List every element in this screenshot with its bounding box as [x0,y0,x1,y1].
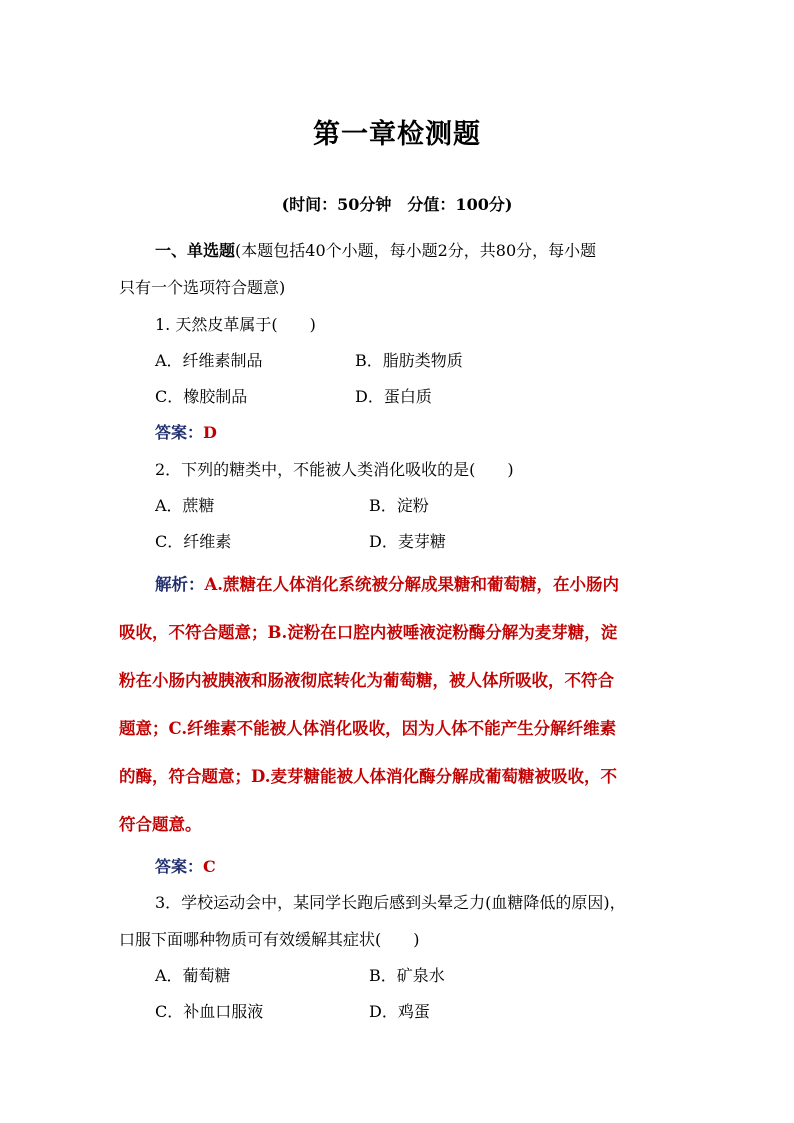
q3-option-d: D．鸡蛋 [369,1002,430,1021]
q2-option-b: B．淀粉 [369,496,429,515]
q2-option-c: C．纤维素 [155,532,232,551]
section-heading-line [155,238,596,261]
q2-answer [155,854,216,877]
answer-value: D [203,423,217,442]
q2-stem: 2．下列的糖类中，不能被人类消化吸收的是( ) [155,460,514,479]
q1-stem: 1. 天然皮革属于( ) [155,315,316,334]
answer-label: 答案： [155,423,204,442]
q2-explanation-line-5: 的酶，符合题意；D.麦芽糖能被人体消化酶分解成葡萄糖被吸收，不 [119,767,617,786]
q3-stem: 3．学校运动会中，某同学长跑后感到头晕乏力(血糖降低的原因)， [155,893,626,912]
answer-label: 答案： [155,857,204,876]
explanation-text: A.蔗糖在人体消化系统被分解成果糖和葡萄糖，在小肠内 [204,575,620,594]
answer-value: C [203,857,216,876]
section-heading: 一、单选题 [155,241,236,260]
q1-option-a: A．纤维素制品 [155,351,263,370]
explanation-label: 解析： [155,575,205,594]
section-desc-cont: 只有一个选项符合题意) [119,278,286,297]
q3-option-c: C．补血口服液 [155,1002,264,1021]
page-title: 第一章检测题 [313,119,481,150]
q2-explanation-line-6: 符合题意。 [119,815,202,834]
q2-explanation-line-3: 粉在小肠内被胰液和肠液彻底转化为葡萄糖，被人体所吸收，不符合 [119,671,614,690]
q2-option-d: D．麦芽糖 [369,532,446,551]
q1-answer [155,420,217,443]
q3-option-a: A．葡萄糖 [155,966,231,985]
q2-explanation-line-4: 题意；C.纤维素不能被人体消化吸收，因为人体不能产生分解纤维素 [119,719,617,738]
q2-explanation-line-2: 吸收，不符合题意；B.淀粉在口腔内被唾液淀粉酶分解为麦芽糖，淀 [119,623,618,642]
q1-option-d: D．蛋白质 [355,387,432,406]
q2-option-a: A．蔗糖 [155,496,215,515]
q3-stem-cont: 口服下面哪种物质可有效缓解其症状( ) [119,930,420,949]
q1-option-c: C．橡胶制品 [155,387,248,406]
q2-explanation-line-1 [155,571,619,595]
exam-info: (时间：50分钟 分值：100分) [281,195,513,214]
section-desc: (本题包括40个小题，每小题2分，共80分，每小题 [235,241,597,260]
q1-option-b: B．脂肪类物质 [355,351,463,370]
q3-option-b: B．矿泉水 [369,966,445,985]
